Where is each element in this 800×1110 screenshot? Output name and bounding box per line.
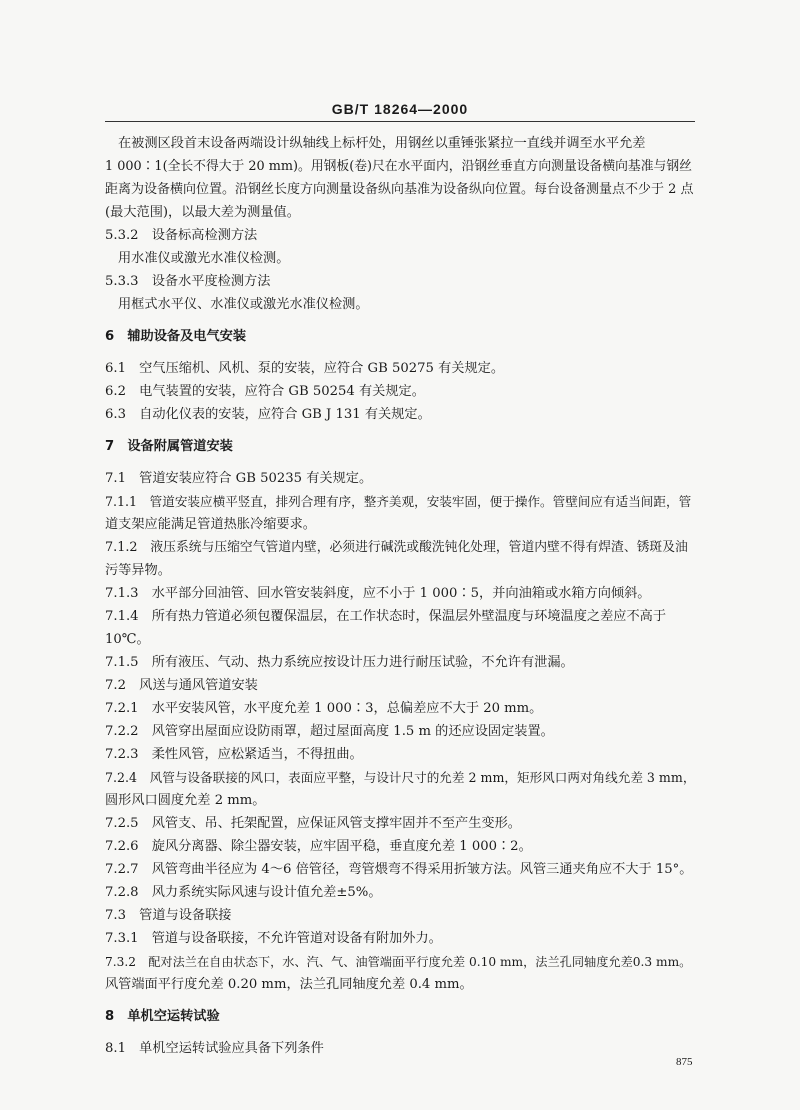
clause-line: 7.2.4 风管与设备联接的风口，表面应平整，与设计尺寸的允差 2 mm，矩形风口两对角线允差 3 mm，: [105, 770, 696, 785]
paragraph-line: 污等异物。: [105, 563, 171, 578]
clause-line: 8.1 单机空运转试验应具备下列条件: [105, 1041, 324, 1056]
paragraph-line: 10℃。: [105, 632, 150, 647]
clause-line: 7.1.2 液压系统与压缩空气管道内壁，必须进行碱洗或酸洗钝化处理，管道内壁不得有焊渣、锈斑及油: [105, 540, 688, 555]
paragraph-line: (最大范围)，以最大差为测量值。: [105, 205, 300, 220]
page-number: 875: [676, 1056, 693, 1068]
clause-line: 7.1.5 所有液压、气动、热力系统应按设计压力进行耐压试验，不允许有泄漏。: [105, 655, 574, 670]
clause-heading: 5.3.3 设备水平度检测方法: [105, 274, 271, 289]
standard-header: GB/T 18264—2000: [331, 101, 469, 117]
clause-line: 7.1.4 所有热力管道必须包覆保温层，在工作状态时，保温层外壁温度与环境温度之差应不高于: [105, 609, 667, 624]
paragraph-line: 用水准仪或激光水准仪检测。: [118, 251, 290, 266]
header-rule: [105, 121, 695, 122]
clause-line: 7.2.6 旋风分离器、除尘器安装，应牢固平稳，垂直度允差 1 000∶2。: [105, 839, 532, 854]
section-heading-7: 7 设备附属管道安装: [105, 439, 233, 454]
clause-line: 7.2.1 水平安装风管，水平度允差 1 000∶3，总偏差应不大于 20 mm。: [105, 701, 543, 716]
paragraph-line: 风管端面平行度允差 0.20 mm，法兰孔同轴度允差 0.4 mm。: [105, 977, 473, 992]
clause-line: 7.3.2 配对法兰在自由状态下，水、汽、气、油管端面平行度允差 0.10 mm，法兰孔同轴度允差0.3 mm。: [105, 955, 692, 969]
clause-line: 7.1 管道安装应符合 GB 50235 有关规定。: [105, 471, 373, 486]
paragraph-line: 道支架应能满足管道热胀冷缩要求。: [105, 517, 316, 532]
clause-line: 7.2.8 风力系统实际风速与设计值允差±5%。: [105, 885, 382, 900]
section-heading-6: 6 辅助设备及电气安装: [105, 329, 247, 344]
clause-line: 7.3.1 管道与设备联接，不允许管道对设备有附加外力。: [105, 931, 442, 946]
clause-line: 6.2 电气装置的安装，应符合 GB 50254 有关规定。: [105, 384, 425, 399]
clause-line: 7.2.3 柔性风管，应松紧适当，不得扭曲。: [105, 747, 363, 762]
clause-line: 7.1.3 水平部分回油管、回水管安装斜度，应不小于 1 000∶5，并向油箱或水箱方向倾斜。: [105, 586, 651, 601]
paragraph-line: 在被测区段首末设备两端设计纵轴线上标杆处，用钢丝以重锤张紧拉一直线并调至水平允差: [118, 136, 646, 151]
paragraph-line: 圆形风口圆度允差 2 mm。: [105, 793, 266, 808]
clause-heading: 7.2 风送与通风管道安装: [105, 678, 258, 693]
clause-line: 6.3 自动化仪表的安装，应符合 GB J 131 有关规定。: [105, 407, 431, 422]
clause-line: 7.2.2 风管穿出屋面应设防雨罩，超过屋面高度 1.5 m 的还应设固定装置。: [105, 724, 554, 739]
paragraph-line: 距离为设备横向位置。沿钢丝长度方向测量设备纵向基准为设备纵向位置。每台设备测量点不少于 2 点: [105, 182, 694, 197]
clause-heading: 5.3.2 设备标高检测方法: [105, 228, 258, 243]
clause-line: 7.2.7 风管弯曲半径应为 4～6 倍管径，弯管煨弯不得采用折皱方法。风管三通夹角应不大于 15°。: [105, 862, 693, 877]
paragraph-line: 用框式水平仪、水准仪或激光水准仪检测。: [118, 297, 369, 312]
clause-line: 7.1.1 管道安装应横平竖直，排列合理有序，整齐美观，安装牢固，便于操作。管壁间应有适当间距，管: [105, 494, 692, 509]
paragraph-line: 1 000∶1(全长不得大于 20 mm)。用钢板(卷)尺在水平面内，沿钢丝垂直方向测量设备横向基准与钢丝: [105, 159, 692, 174]
clause-line: 6.1 空气压缩机、风机、泵的安装，应符合 GB 50275 有关规定。: [105, 361, 505, 376]
clause-heading: 7.3 管道与设备联接: [105, 908, 232, 923]
section-heading-8: 8 单机空运转试验: [105, 1009, 220, 1024]
clause-line: 7.2.5 风管支、吊、托架配置，应保证风管支撑牢固并不至产生变形。: [105, 816, 521, 831]
